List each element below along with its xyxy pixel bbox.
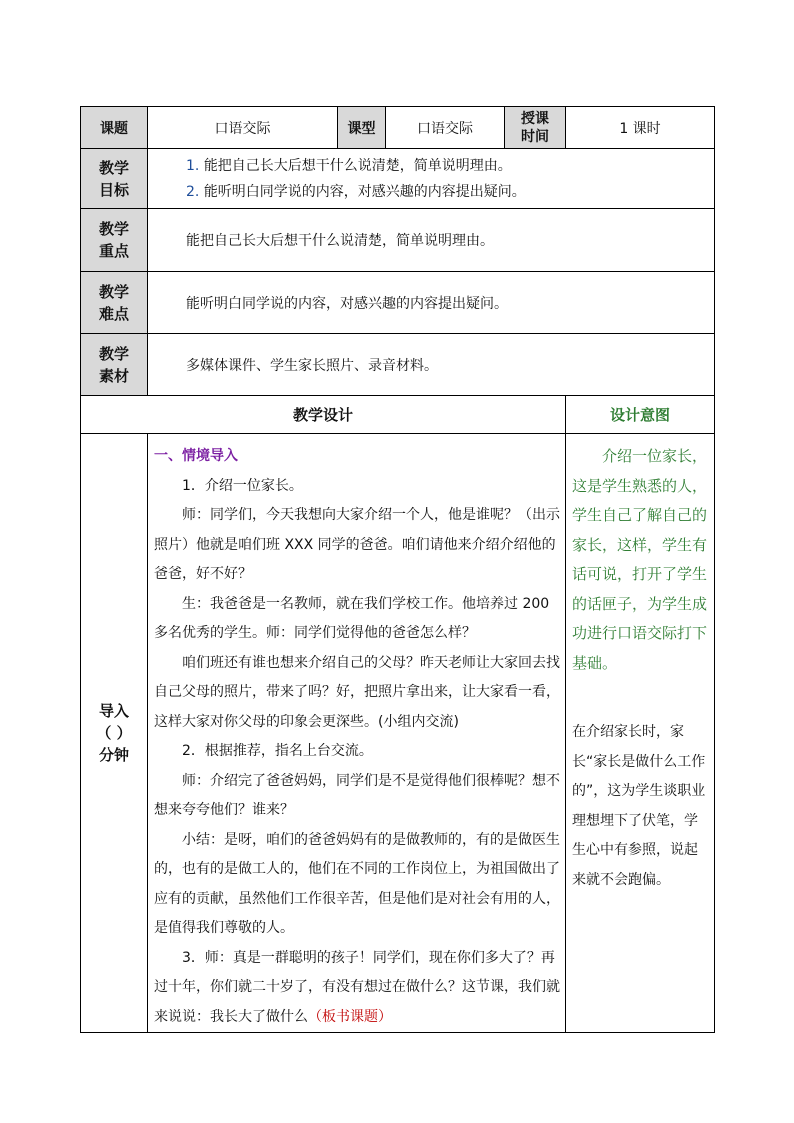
design-paragraph: 小结：是呀，咱们的爸爸妈妈有的是做教师的，有的是做医生的，也有的是做工人的，他们在不同的工作岗位上，为祖国做出了应有的贡献，虽然他们工作很辛苦，但是他们是对社会有用的人，是值得我们尊敬的人。: [154, 831, 560, 936]
difficulty-label: [81, 272, 148, 334]
design-paragraph: 1．介绍一位家长。: [182, 477, 303, 494]
design-header: 教学设计: [81, 396, 566, 434]
side-label-line3: 分钟: [98, 746, 129, 764]
focus-text: 能把自己长大后想干什么说清楚，简单说明理由。: [148, 209, 715, 272]
intent-paragraph: 在介绍家长时，家长“家长是做什么工作的”，这为学生谈职业理想埋下了伏笔，学生心中有参照，说起来就不会跑偏。: [572, 724, 706, 888]
lesson-plan-table: [80, 106, 715, 1033]
focus-label: [81, 209, 148, 272]
focus-label-line2: 重点: [98, 242, 129, 260]
materials-text: 多媒体课件、学生家长照片、录音材料。: [148, 334, 715, 396]
lesson-plan-page: [80, 106, 714, 1033]
time-label-line1: 授课: [521, 110, 549, 127]
design-paragraph: 2．根据推荐，指名上台交流。: [182, 743, 373, 759]
design-paragraph: 师：介绍完了爸爸妈妈，同学们是不是觉得他们很棒呢？想不想来夸夸他们？谁来？: [154, 772, 560, 818]
section-title: 一、情境导入: [154, 448, 238, 464]
difficulty-label-line1: 教学: [98, 282, 129, 301]
hours-value: 1 课时: [566, 107, 715, 149]
materials-label-line1: 教学: [98, 344, 129, 363]
intent-header: 设计意图: [566, 396, 715, 434]
materials-label-line2: 素材: [98, 366, 129, 385]
difficulty-text: 能听明白同学说的内容，对感兴趣的内容提出疑问。: [148, 272, 715, 334]
design-content: [148, 434, 566, 1033]
goals-row: [81, 149, 715, 209]
goal-item: 2. 能听明白同学说的内容，对感兴趣的内容提出疑问。: [186, 183, 526, 200]
topic-value: 口语交际: [148, 107, 338, 149]
materials-row: [81, 334, 715, 396]
design-header-row: [81, 396, 715, 434]
type-value: 口语交际: [386, 107, 505, 149]
intent-content: [566, 434, 715, 1033]
design-paragraph: 师：同学们，今天我想向大家介绍一个人，他是谁呢？（出示照片）他就是咱们班 XXX 同学的爸爸。咱们请他来介绍介绍他的爸爸，好不好？: [154, 507, 560, 582]
intro-minutes-label: [81, 434, 148, 1033]
board-title-note: （板书课题）: [308, 1008, 392, 1025]
focus-label-line1: 教学: [98, 220, 129, 238]
side-label-line2: （ ）: [96, 724, 132, 742]
goal-item: 1. 能把自己长大后想干什么说清楚，简单说明理由。: [186, 157, 512, 174]
time-label: [505, 107, 566, 149]
header-row: [81, 107, 715, 149]
goals-label-line2: 目标: [98, 180, 129, 199]
difficulty-label-line2: 难点: [98, 304, 129, 323]
goals-content: [148, 149, 715, 209]
side-label-line1: 导入: [98, 702, 129, 720]
design-paragraph: 生：我爸爸是一名教师，就在我们学校工作。他培养过 200 多名优秀的学生。师：同学们觉得他的爸爸怎么样？: [154, 595, 550, 641]
focus-row: [81, 209, 715, 272]
design-paragraph: 咱们班还有谁也想来介绍自己的父母？昨天老师让大家回去找自己父母的照片，带来了吗？好，把照片拿出来，让大家看一看，这样大家对你父母的印象会更深些。(小组内交流): [154, 654, 560, 730]
design-body-row: [81, 434, 715, 1033]
time-label-line2: 时间: [521, 128, 549, 145]
topic-label: 课题: [81, 107, 148, 149]
difficulty-row: [81, 272, 715, 334]
design-paragraph: 3．师：真是一群聪明的孩子！同学们，现在你们多大了？再过十年，你们就二十岁了，有没有想过在做什么？这节课，我们就来说说：我长大了做什么（板书课题）: [154, 949, 560, 1025]
materials-label: [81, 334, 148, 396]
goals-label-line1: 教学: [98, 158, 129, 177]
goals-label: [81, 149, 148, 209]
type-label: 课型: [338, 107, 386, 149]
intent-paragraph: 介绍一位家长，这是学生熟悉的人，学生自己了解自己的家长，这样，学生有话可说，打开了学生的话匣子，为学生成功进行口语交际打下基础。: [572, 447, 708, 672]
